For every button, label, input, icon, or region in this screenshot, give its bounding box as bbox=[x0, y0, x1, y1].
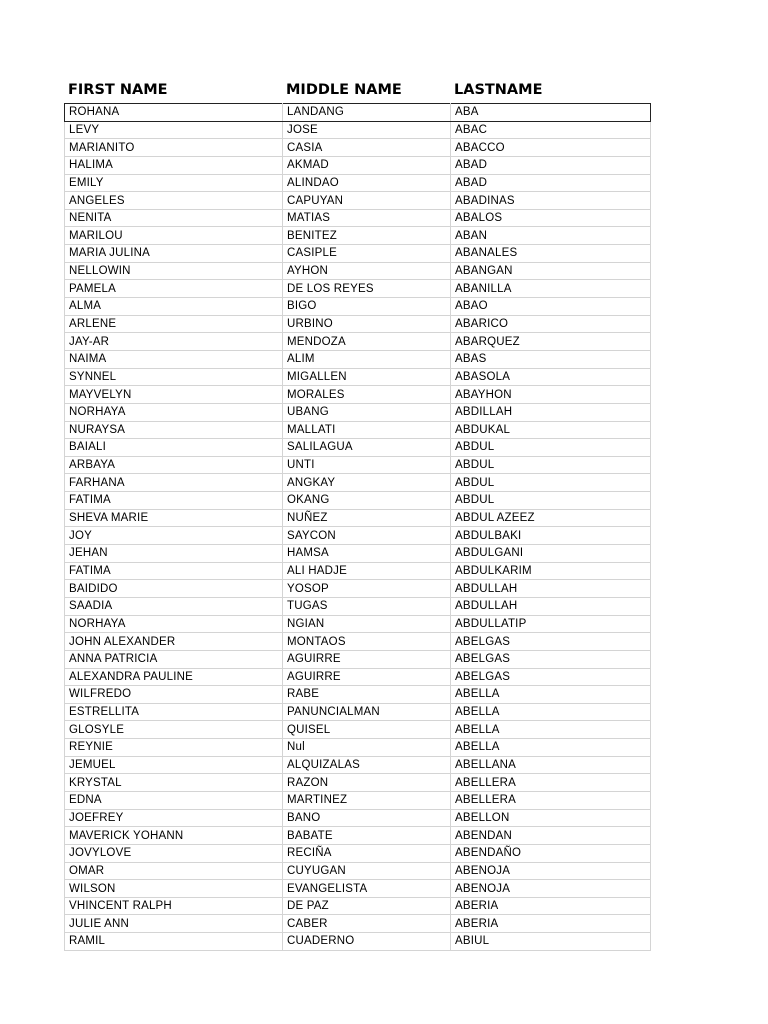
first-name-cell: ALMA bbox=[65, 298, 283, 316]
first-name-cell: JOEFREY bbox=[65, 809, 283, 827]
table-row bbox=[65, 456, 651, 474]
middle-name-cell: UNTI bbox=[283, 456, 451, 474]
table-row bbox=[65, 139, 651, 157]
middle-name-cell: DE PAZ bbox=[283, 897, 451, 915]
middle-name-cell: CASIPLE bbox=[283, 245, 451, 263]
last-name-cell: ABDULLAH bbox=[451, 580, 651, 598]
middle-name-cell: MORALES bbox=[283, 386, 451, 404]
last-name-cell: ABDUL bbox=[451, 492, 651, 510]
table-row bbox=[65, 791, 651, 809]
middle-name-cell: CASIA bbox=[283, 139, 451, 157]
table-row bbox=[65, 545, 651, 563]
middle-name-cell: MENDOZA bbox=[283, 333, 451, 351]
middle-name-cell: CUADERNO bbox=[283, 933, 451, 951]
middle-name-cell: BANO bbox=[283, 809, 451, 827]
first-name-cell: VHINCENT RALPH bbox=[65, 897, 283, 915]
middle-name-cell: ALINDAO bbox=[283, 174, 451, 192]
last-name-cell: ABDUL bbox=[451, 474, 651, 492]
first-name-cell: JAY-AR bbox=[65, 333, 283, 351]
column-headers bbox=[64, 80, 650, 103]
first-name-cell: WILSON bbox=[65, 880, 283, 898]
middle-name-cell: MARTINEZ bbox=[283, 791, 451, 809]
first-name-cell: NORHAYA bbox=[65, 615, 283, 633]
first-name-cell: JOHN ALEXANDER bbox=[65, 633, 283, 651]
last-name-cell: ABAO bbox=[451, 298, 651, 316]
first-name-cell: LEVY bbox=[65, 121, 283, 139]
last-name-cell: ABENOJA bbox=[451, 862, 651, 880]
first-name-cell: MARILOU bbox=[65, 227, 283, 245]
table-row bbox=[65, 315, 651, 333]
table-row bbox=[65, 562, 651, 580]
first-name-cell: MARIA JULINA bbox=[65, 245, 283, 263]
first-name-cell: WILFREDO bbox=[65, 686, 283, 704]
last-name-cell: ABADINAS bbox=[451, 192, 651, 210]
first-name-cell: JULIE ANN bbox=[65, 915, 283, 933]
last-name-cell: ABACCO bbox=[451, 139, 651, 157]
middle-name-cell: BENITEZ bbox=[283, 227, 451, 245]
header-first-name: FIRST NAME bbox=[68, 82, 168, 98]
last-name-cell: ABARICO bbox=[451, 315, 651, 333]
middle-name-cell: OKANG bbox=[283, 492, 451, 510]
table-row bbox=[65, 615, 651, 633]
first-name-cell: NENITA bbox=[65, 209, 283, 227]
table-row bbox=[65, 703, 651, 721]
first-name-cell: JOVYLOVE bbox=[65, 844, 283, 862]
last-name-cell: ABARQUEZ bbox=[451, 333, 651, 351]
table-row bbox=[65, 350, 651, 368]
first-name-cell: ESTRELLITA bbox=[65, 703, 283, 721]
table-row bbox=[65, 421, 651, 439]
middle-name-cell: QUISEL bbox=[283, 721, 451, 739]
table-row bbox=[65, 121, 651, 139]
middle-name-cell: ALQUIZALAS bbox=[283, 756, 451, 774]
middle-name-cell: YOSOP bbox=[283, 580, 451, 598]
last-name-cell: ABDULKARIM bbox=[451, 562, 651, 580]
first-name-cell: BAIALI bbox=[65, 439, 283, 457]
first-name-cell: ANGELES bbox=[65, 192, 283, 210]
last-name-cell: ABELGAS bbox=[451, 668, 651, 686]
table-row bbox=[65, 827, 651, 845]
middle-name-cell: CAPUYAN bbox=[283, 192, 451, 210]
middle-name-cell: URBINO bbox=[283, 315, 451, 333]
first-name-cell: KRYSTAL bbox=[65, 774, 283, 792]
table-row bbox=[65, 509, 651, 527]
middle-name-cell: JOSE bbox=[283, 121, 451, 139]
table-row bbox=[65, 280, 651, 298]
table-row bbox=[65, 104, 651, 122]
middle-name-cell: SALILAGUA bbox=[283, 439, 451, 457]
first-name-cell: JEHAN bbox=[65, 545, 283, 563]
last-name-cell: ABIUL bbox=[451, 933, 651, 951]
first-name-cell: ARLENE bbox=[65, 315, 283, 333]
first-name-cell: PAMELA bbox=[65, 280, 283, 298]
last-name-cell: ABANILLA bbox=[451, 280, 651, 298]
last-name-cell: ABAD bbox=[451, 174, 651, 192]
first-name-cell: ANNA PATRICIA bbox=[65, 650, 283, 668]
last-name-cell: ABDUL bbox=[451, 456, 651, 474]
middle-name-cell: DE LOS REYES bbox=[283, 280, 451, 298]
table-row bbox=[65, 298, 651, 316]
middle-name-cell: HAMSA bbox=[283, 545, 451, 563]
first-name-cell: NORHAYA bbox=[65, 403, 283, 421]
table-row bbox=[65, 668, 651, 686]
table-row bbox=[65, 333, 651, 351]
first-name-cell: FATIMA bbox=[65, 562, 283, 580]
middle-name-cell: AGUIRRE bbox=[283, 668, 451, 686]
first-name-cell: SAADIA bbox=[65, 597, 283, 615]
table-row bbox=[65, 156, 651, 174]
table-row bbox=[65, 492, 651, 510]
first-name-cell: HALIMA bbox=[65, 156, 283, 174]
last-name-cell: ABELLANA bbox=[451, 756, 651, 774]
last-name-cell: ABDULLATIP bbox=[451, 615, 651, 633]
last-name-cell: ABANGAN bbox=[451, 262, 651, 280]
last-name-cell: ABELGAS bbox=[451, 650, 651, 668]
middle-name-cell: RECIÑA bbox=[283, 844, 451, 862]
table-row bbox=[65, 933, 651, 951]
table-row bbox=[65, 915, 651, 933]
table-row bbox=[65, 262, 651, 280]
last-name-cell: ABDILLAH bbox=[451, 403, 651, 421]
first-name-cell: MAVERICK YOHANN bbox=[65, 827, 283, 845]
last-name-cell: ABAD bbox=[451, 156, 651, 174]
middle-name-cell: CABER bbox=[283, 915, 451, 933]
table-row bbox=[65, 439, 651, 457]
table-row bbox=[65, 403, 651, 421]
middle-name-cell: NGIAN bbox=[283, 615, 451, 633]
last-name-cell: ABDULBAKI bbox=[451, 527, 651, 545]
middle-name-cell: PANUNCIALMAN bbox=[283, 703, 451, 721]
first-name-cell: NELLOWIN bbox=[65, 262, 283, 280]
first-name-cell: BAIDIDO bbox=[65, 580, 283, 598]
first-name-cell: GLOSYLE bbox=[65, 721, 283, 739]
middle-name-cell: AGUIRRE bbox=[283, 650, 451, 668]
table-row bbox=[65, 192, 651, 210]
first-name-cell: JEMUEL bbox=[65, 756, 283, 774]
last-name-cell: ABELGAS bbox=[451, 633, 651, 651]
last-name-cell: ABAYHON bbox=[451, 386, 651, 404]
last-name-cell: ABELLERA bbox=[451, 791, 651, 809]
last-name-cell: ABDUL AZEEZ bbox=[451, 509, 651, 527]
last-name-cell: ABENDAN bbox=[451, 827, 651, 845]
first-name-cell: FARHANA bbox=[65, 474, 283, 492]
first-name-cell: SYNNEL bbox=[65, 368, 283, 386]
middle-name-cell: ALIM bbox=[283, 350, 451, 368]
table-row bbox=[65, 368, 651, 386]
table-row bbox=[65, 650, 651, 668]
table-row bbox=[65, 580, 651, 598]
middle-name-cell: MATIAS bbox=[283, 209, 451, 227]
table-row bbox=[65, 809, 651, 827]
last-name-cell: ABERIA bbox=[451, 915, 651, 933]
middle-name-cell: MONTAOS bbox=[283, 633, 451, 651]
first-name-cell: REYNIE bbox=[65, 739, 283, 757]
last-name-cell: ABELLA bbox=[451, 686, 651, 704]
table-row bbox=[65, 686, 651, 704]
table-row bbox=[65, 597, 651, 615]
header-middle-name: MIDDLE NAME bbox=[286, 82, 402, 98]
table-row bbox=[65, 774, 651, 792]
first-name-cell: ALEXANDRA PAULINE bbox=[65, 668, 283, 686]
table-row bbox=[65, 756, 651, 774]
first-name-cell: RAMIL bbox=[65, 933, 283, 951]
middle-name-cell: Nul bbox=[283, 739, 451, 757]
table-row bbox=[65, 527, 651, 545]
first-name-cell: OMAR bbox=[65, 862, 283, 880]
last-name-cell: ABDUKAL bbox=[451, 421, 651, 439]
table-row bbox=[65, 474, 651, 492]
last-name-cell: ABAC bbox=[451, 121, 651, 139]
middle-name-cell: RABE bbox=[283, 686, 451, 704]
last-name-cell: ABAS bbox=[451, 350, 651, 368]
middle-name-cell: SAYCON bbox=[283, 527, 451, 545]
middle-name-cell: AYHON bbox=[283, 262, 451, 280]
middle-name-cell: ALI HADJE bbox=[283, 562, 451, 580]
table-row bbox=[65, 227, 651, 245]
table-row bbox=[65, 174, 651, 192]
first-name-cell: NURAYSA bbox=[65, 421, 283, 439]
last-name-cell: ABELLA bbox=[451, 703, 651, 721]
last-name-cell: ABANALES bbox=[451, 245, 651, 263]
name-list-sheet bbox=[64, 80, 650, 951]
middle-name-cell: BABATE bbox=[283, 827, 451, 845]
last-name-cell: ABELLA bbox=[451, 721, 651, 739]
table-row bbox=[65, 633, 651, 651]
table-row bbox=[65, 386, 651, 404]
last-name-cell: ABAN bbox=[451, 227, 651, 245]
last-name-cell: ABENOJA bbox=[451, 880, 651, 898]
first-name-cell: MARIANITO bbox=[65, 139, 283, 157]
first-name-cell: EMILY bbox=[65, 174, 283, 192]
middle-name-cell: CUYUGAN bbox=[283, 862, 451, 880]
first-name-cell: FATIMA bbox=[65, 492, 283, 510]
last-name-cell: ABDUL bbox=[451, 439, 651, 457]
last-name-cell: ABDULGANI bbox=[451, 545, 651, 563]
table-row bbox=[65, 897, 651, 915]
last-name-cell: ABELLON bbox=[451, 809, 651, 827]
first-name-cell: ARBAYA bbox=[65, 456, 283, 474]
middle-name-cell: MALLATI bbox=[283, 421, 451, 439]
first-name-cell: MAYVELYN bbox=[65, 386, 283, 404]
middle-name-cell: BIGO bbox=[283, 298, 451, 316]
table-row bbox=[65, 721, 651, 739]
table-row bbox=[65, 844, 651, 862]
last-name-cell: ABALOS bbox=[451, 209, 651, 227]
last-name-cell: ABDULLAH bbox=[451, 597, 651, 615]
middle-name-cell: LANDANG bbox=[283, 104, 451, 122]
table-row bbox=[65, 209, 651, 227]
middle-name-cell: RAZON bbox=[283, 774, 451, 792]
middle-name-cell: AKMAD bbox=[283, 156, 451, 174]
last-name-cell: ABELLA bbox=[451, 739, 651, 757]
last-name-cell: ABA bbox=[451, 104, 651, 122]
first-name-cell: NAIMA bbox=[65, 350, 283, 368]
names-table bbox=[64, 103, 651, 951]
header-last-name: LASTNAME bbox=[454, 82, 543, 98]
last-name-cell: ABERIA bbox=[451, 897, 651, 915]
first-name-cell: SHEVA MARIE bbox=[65, 509, 283, 527]
last-name-cell: ABASOLA bbox=[451, 368, 651, 386]
last-name-cell: ABELLERA bbox=[451, 774, 651, 792]
first-name-cell: EDNA bbox=[65, 791, 283, 809]
middle-name-cell: TUGAS bbox=[283, 597, 451, 615]
middle-name-cell: UBANG bbox=[283, 403, 451, 421]
middle-name-cell: EVANGELISTA bbox=[283, 880, 451, 898]
middle-name-cell: MIGALLEN bbox=[283, 368, 451, 386]
table-row bbox=[65, 245, 651, 263]
middle-name-cell: ANGKAY bbox=[283, 474, 451, 492]
table-row bbox=[65, 739, 651, 757]
table-row bbox=[65, 880, 651, 898]
first-name-cell: JOY bbox=[65, 527, 283, 545]
last-name-cell: ABENDAÑO bbox=[451, 844, 651, 862]
table-row bbox=[65, 862, 651, 880]
first-name-cell: ROHANA bbox=[65, 104, 283, 122]
middle-name-cell: NUÑEZ bbox=[283, 509, 451, 527]
